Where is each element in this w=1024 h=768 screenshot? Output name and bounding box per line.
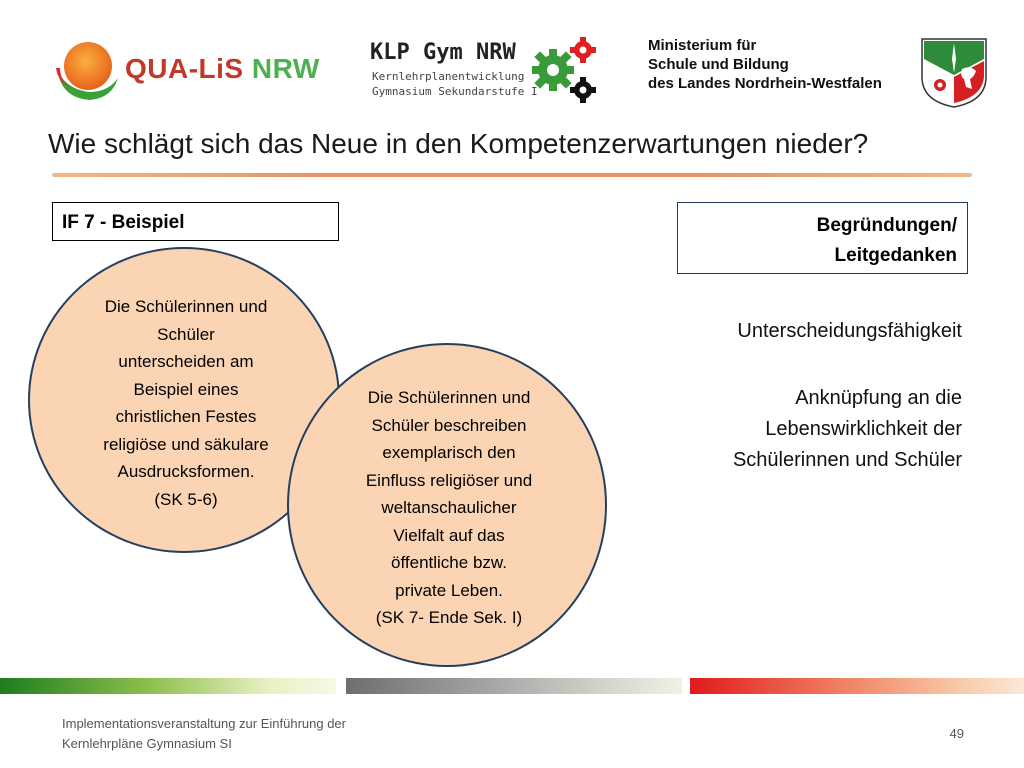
- footer-text: Implementationsveranstaltung zur Einführung der Kernlehrpläne Gymnasium SI: [62, 716, 346, 751]
- gears-icon: [525, 36, 600, 108]
- footer-bar-gray: [346, 678, 682, 694]
- competence-text-1: Die Schülerinnen und Schüler unterscheiden am Beispiel eines christlichen Festes religiöse und säkulare Ausdrucksformen. (SK 5-6): [103, 297, 269, 509]
- qualis-emblem-icon: [52, 36, 122, 106]
- footer-bar-green: [0, 678, 336, 694]
- ministry-logo: [648, 36, 918, 106]
- ministry-line-3: des Landes Nordrhein-Westfalen: [648, 75, 882, 92]
- reason-item-1: Unterscheidungsfähigkeit: [737, 320, 962, 342]
- reasons-label-box: [677, 202, 968, 274]
- qualis-wordmark: QUA-LiS NRW: [125, 53, 320, 84]
- reason-item-2: Anknüpfung an die Lebenswirklichkeit der Schülerinnen und Schüler: [732, 387, 962, 471]
- slide-number: 49: [949, 726, 964, 741]
- klp-subtitle-2: Gymnasium Sekundarstufe I: [372, 85, 538, 98]
- klp-title: KLP Gym NRW: [370, 40, 516, 65]
- ministry-line-2: Schule und Bildung: [648, 56, 789, 73]
- title-divider: [52, 173, 972, 177]
- nrw-crest-icon: [920, 37, 988, 109]
- klp-subtitle-1: Kernlehrplanentwicklung: [372, 70, 525, 83]
- example-label-box: [52, 202, 339, 241]
- competence-text-2: Die Schülerinnen und Schüler beschreiben exemplarisch den Einfluss religiöser und weltanschaulicher Vielfalt auf das öffentliche bzw. private Leben. (SK 7- Ende Sek. I): [365, 388, 533, 627]
- klp-logo: [370, 36, 605, 108]
- page-title: Wie schlägt sich das Neue in den Kompetenzerwartungen nieder?: [48, 128, 869, 159]
- reasons-label: Begründungen/ Leitgedanken: [816, 215, 957, 266]
- footer-bar-red: [690, 678, 1024, 694]
- qualis-logo: [52, 36, 320, 106]
- ministry-line-1: Ministerium für: [648, 37, 757, 54]
- example-label: IF 7 - Beispiel: [62, 212, 185, 233]
- competence-circle-2: [287, 343, 607, 667]
